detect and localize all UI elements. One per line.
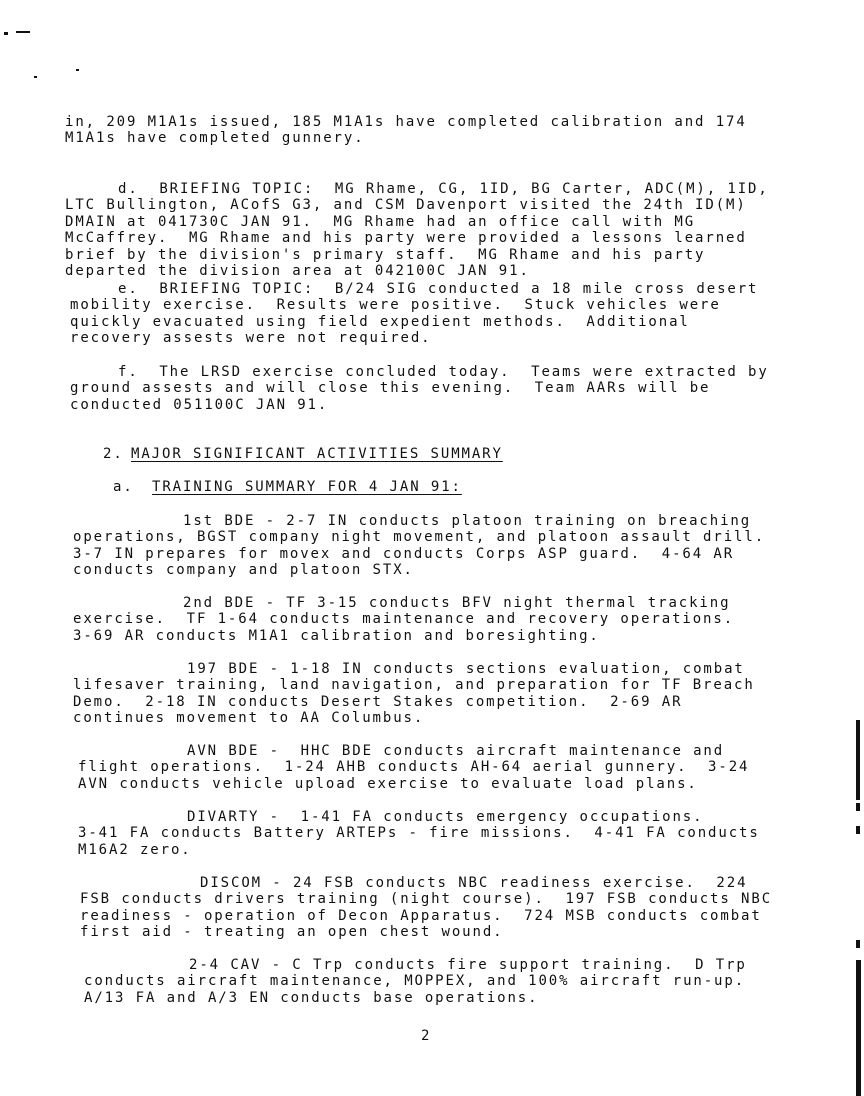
paragraph-bde2-line: 3-69 AR conducts M1A1 calibration and boresighting. [73,627,600,644]
paragraph-cav-line: conducts aircraft maintenance, MOPPEX, and 100% aircraft run-up. [84,973,746,990]
paragraph-d-line: McCaffrey. MG Rhame and his party were provided a lessons learned [65,230,747,247]
scan-artifact [4,32,8,35]
paragraph-d-line: DMAIN at 041730C JAN 91. MG Rhame had an office call with MG [65,213,696,230]
paragraph-d-line: departed the division area at 042100C JAN 91. [65,263,530,279]
section-2a-title: TRAINING SUMMARY FOR 4 JAN 91: [152,479,462,495]
scan-edge-mark [856,826,860,834]
section-2-title: MAJOR SIGNIFICANT ACTIVITIES SUMMARY [131,446,503,462]
paragraph-e-line: recovery assests were not required. [70,330,432,347]
paragraph-avn-line: flight operations. 1-24 AHB conducts AH-64 aerial gunnery. 3-24 [78,759,750,776]
paragraph-discom-line: DISCOM - 24 FSB conducts NBC readiness exercise. 224 [200,875,748,891]
paragraph-cav-line: 2-4 CAV - C Trp conducts fire support training. D Trp [189,957,747,973]
scan-artifact [16,31,30,33]
paragraph-divarty-line: DIVARTY - 1-41 FA conducts emergency occupations. [187,809,704,825]
paragraph-e-line: mobility exercise. Results were positive. Stuck vehicles were [70,297,721,314]
scan-artifact [34,76,37,78]
paragraph-d-line: brief by the division's primary staff. MG Rhame and his party [65,246,706,263]
paragraph-bde1-line: 3-7 IN prepares for movex and conducts Corps ASP guard. 4-64 AR [73,545,735,562]
paragraph-cav-line: A/13 FA and A/3 EN conducts base operations. [84,989,539,1006]
paragraph-bde2-line: 2nd BDE - TF 3-15 conducts BFV night thermal tracking [183,595,731,611]
paragraph-discom-line: FSB conducts drivers training (night course). 197 FSB conducts NBC [80,891,773,908]
paragraph-bde1-line: conducts company and platoon STX. [73,562,414,579]
scan-edge-mark [856,720,860,800]
scan-edge-mark [856,960,861,1096]
paragraph-bde197-line: 197 BDE - 1-18 IN conducts sections evaluation, combat [187,661,745,677]
scan-edge-mark [856,803,860,811]
section-2a-letter: a. [113,479,134,495]
scan-edge-mark [856,940,860,948]
section-2-number: 2. [103,446,124,462]
paragraph-e-line: quickly evacuated using field expedient methods. Additional [70,313,690,330]
paragraph-intro-line: in, 209 M1A1s issued, 185 M1A1s have completed calibration and 174 [65,114,747,130]
paragraph-f-line: ground assests and will close this evening. Team AARs will be [70,380,711,397]
paragraph-divarty-line: M16A2 zero. [78,841,192,858]
paragraph-bde197-line: continues movement to AA Columbus. [73,710,425,727]
paragraph-d-line: LTC Bullington, ACofS G3, and CSM Davenport visited the 24th ID(M) [65,197,747,214]
scan-artifact [76,69,79,71]
paragraph-intro-line: M1A1s have completed gunnery. [65,130,365,147]
paragraph-bde2-line: exercise. TF 1-64 conducts maintenance and recovery operations. [73,611,735,628]
paragraph-f-line: conducted 051100C JAN 91. [70,396,329,413]
paragraph-discom-line: first aid - treating an open chest wound. [80,924,504,941]
page-number: 2 [421,1028,432,1044]
paragraph-avn-line: AVN BDE - HHC BDE conducts aircraft maintenance and [187,743,725,759]
paragraph-bde197-line: Demo. 2-18 IN conducts Desert Stakes competition. 2-69 AR [73,693,683,710]
paragraph-d-line: d. BRIEFING TOPIC: MG Rhame, CG, 1ID, BG Carter, ADC(M), 1ID, [118,181,769,197]
paragraph-avn-line: AVN conducts vehicle upload exercise to evaluate load plans. [78,775,698,792]
paragraph-bde197-line: lifesaver training, land navigation, and preparation for TF Breach [73,677,755,694]
paragraph-f-line: f. The LRSD exercise concluded today. Teams were extracted by [118,364,769,380]
paragraph-divarty-line: 3-41 FA conducts Battery ARTEPs - fire missions. 4-41 FA conducts [78,825,760,842]
paragraph-bde1-line: operations, BGST company night movement, and platoon assault drill. [73,529,766,546]
paragraph-bde1-line: 1st BDE - 2-7 IN conducts platoon training on breaching [183,513,752,529]
paragraph-discom-line: readiness - operation of Decon Apparatus. 724 MSB conducts combat [80,907,762,924]
paragraph-e-line: e. BRIEFING TOPIC: B/24 SIG conducted a 18 mile cross desert [118,281,759,297]
